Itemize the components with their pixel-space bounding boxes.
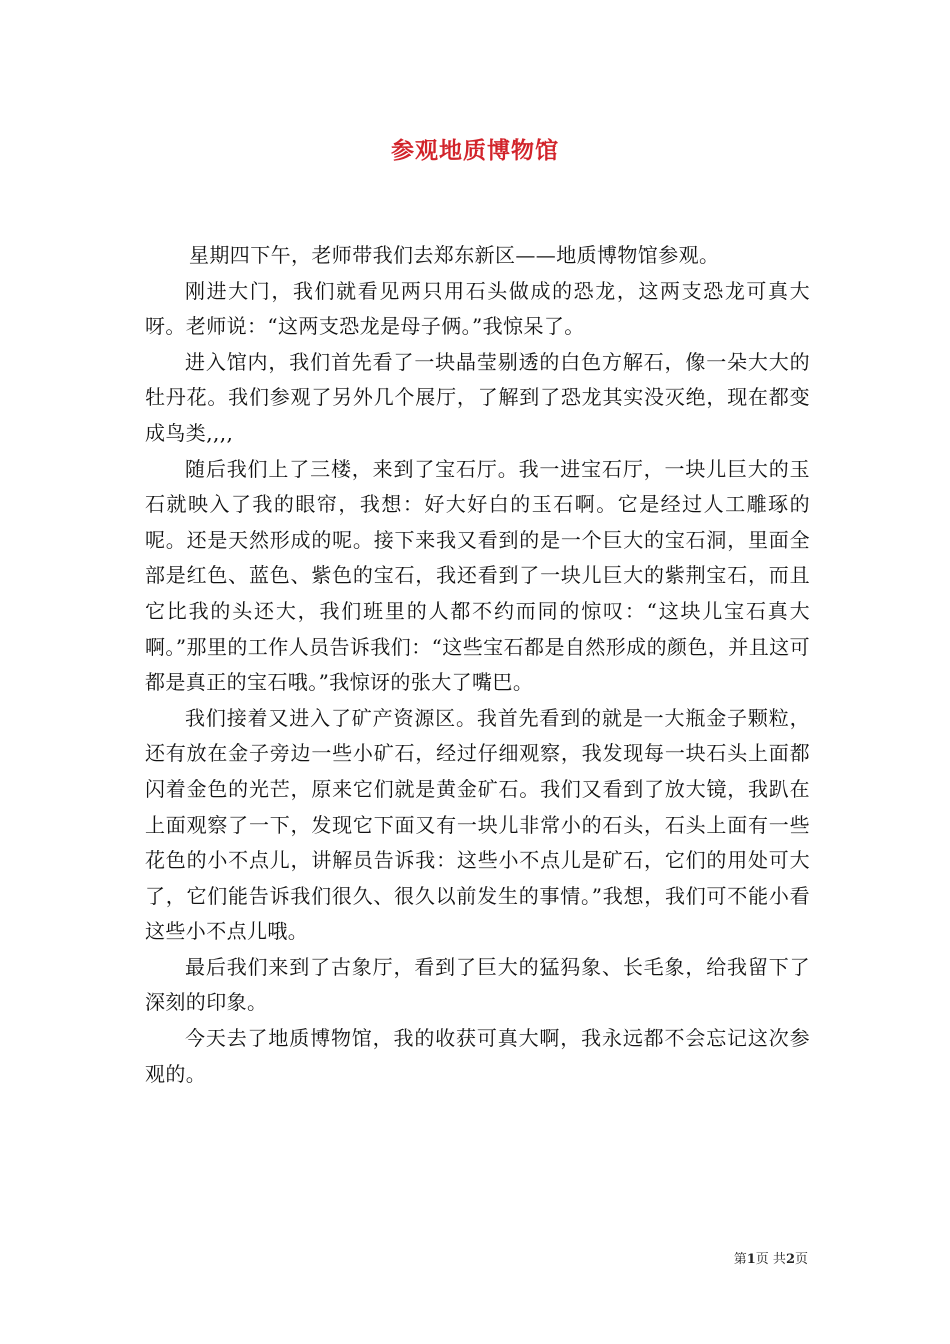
paragraph-1: 星期四下午，老师带我们去郑东新区——地质博物馆参观。 [189, 243, 720, 267]
paragraph-5: 我们接着又进入了矿产资源区。我首先看到的就是一大瓶金子颗粒，还有放在金子旁边一些小矿石，经过仔细观察，我发现每一块石头上面都闪着金色的光芒，原来它们就是黄金矿石。我们又看到了放大镜，我趴在上面观察了一下，发现它下面又有一块儿非常小的石头，石头上面有一些花色的小不点儿，讲解员告诉我：这些小不点儿是矿石，它们的用处可大了，它们能告诉我们很久、很久以前发生的事情。”我想，我们可不能小看这些小不点儿哦。 [145, 705, 810, 944]
paragraph-7: 今天去了地质博物馆，我的收获可真大啊，我永远都不会忘记这次参观的。 [145, 1026, 810, 1086]
paragraph-2: 刚进大门，我们就看见两只用石头做成的恐龙，这两支恐龙可真大呀。老师说：“这两支恐龙是母子俩。”我惊呆了。 [145, 278, 810, 339]
paragraph-3: 进入馆内，我们首先看了一块晶莹剔透的白色方解石，像一朵大大的牡丹花。我们参观了另外几个展厅，了解到了恐龙其实没灭绝，现在都变成鸟类,,,, [145, 349, 810, 445]
footer-total-pages: 2 [785, 1252, 795, 1267]
footer-current-page: 1 [746, 1252, 756, 1267]
document-body [145, 238, 810, 1092]
document-title: 参观地质博物馆 [391, 137, 559, 164]
paragraph-4: 随后我们上了三楼，来到了宝石厅。我一进宝石厅，一块儿巨大的玉石就映入了我的眼帘，我想：好大好白的玉石啊。它是经过人工雕琢的呢。还是天然形成的呢。接下来我又看到的是一个巨大的宝石洞，里面全部是红色、蓝色、紫色的宝石，我还看到了一块儿巨大的紫荆宝石，而且它比我的头还大，我们班里的人都不约而同的惊叹：“这块儿宝石真大啊。”那里的工作人员告诉我们：“这些宝石都是自然形成的颜色，并且这可都是真正的宝石哦。”我惊讶的张大了嘴巴。 [145, 456, 810, 695]
paragraph-6: 最后我们来到了古象厅，看到了巨大的猛犸象、长毛象，给我留下了深刻的印象。 [145, 954, 810, 1015]
page-number-footer [734, 1248, 808, 1267]
footer-middle: 页 共 [755, 1252, 786, 1267]
footer-prefix: 第 [733, 1252, 747, 1267]
footer-suffix: 页 [794, 1252, 808, 1267]
